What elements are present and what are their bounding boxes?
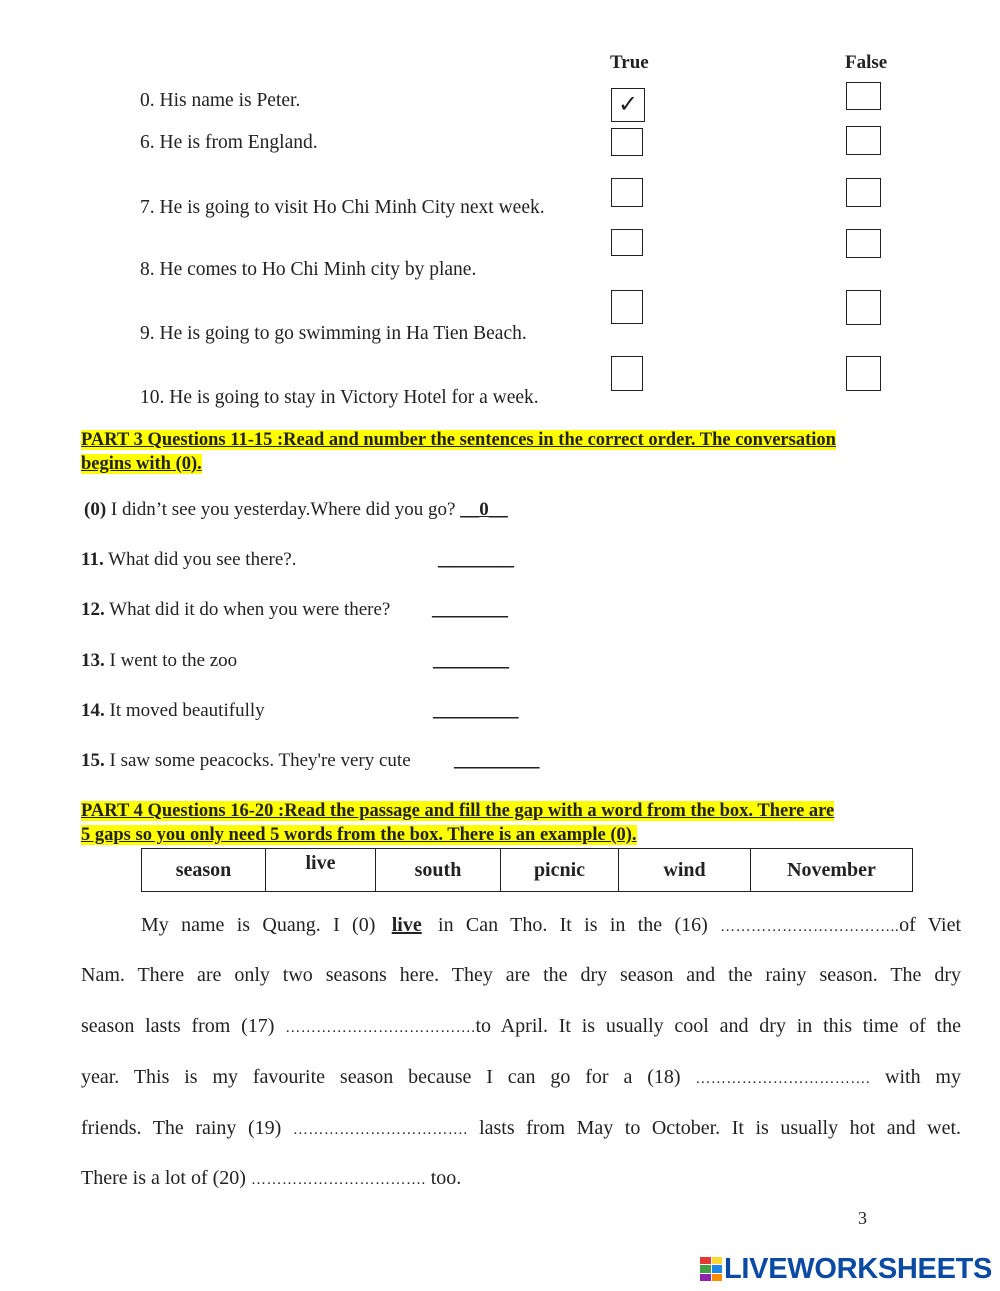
passage-text: with my bbox=[870, 1066, 961, 1088]
statement-7: 7. He is going to visit Ho Chi Minh City next week. bbox=[140, 197, 545, 218]
example-text: I didn’t see you yesterday.Where did you go? bbox=[106, 499, 461, 520]
part4-title bbox=[81, 799, 834, 847]
question-text: What did you see there?. bbox=[103, 549, 297, 570]
question-13 bbox=[81, 650, 237, 672]
question-text: What did it do when you were there? bbox=[104, 599, 391, 620]
word-box-cell: November bbox=[751, 849, 913, 892]
passage-text: My name is Quang. I (0) bbox=[141, 914, 388, 936]
answer-blank-14[interactable]: _________ bbox=[433, 700, 519, 721]
question-14 bbox=[81, 700, 265, 722]
passage-text: year. This is my favourite season because I can go for a (18) bbox=[81, 1066, 696, 1088]
part4-title-line2: 5 gaps so you only need 5 words from the box. There is an example (0). bbox=[81, 825, 637, 845]
false-checkbox-9[interactable] bbox=[846, 290, 881, 325]
question-text: I saw some peacocks. They're very cute bbox=[104, 750, 411, 771]
question-num: 15. bbox=[81, 750, 105, 771]
passage-text: in Can Tho. It is in the (16) bbox=[425, 914, 721, 936]
false-checkbox-7[interactable] bbox=[846, 178, 881, 207]
gap-19[interactable]: ……………………………. bbox=[292, 1122, 468, 1138]
passage-text: too. bbox=[425, 1167, 462, 1189]
true-checkbox-6[interactable] bbox=[611, 128, 643, 156]
true-header: True bbox=[610, 52, 649, 73]
true-checkbox-9[interactable] bbox=[611, 290, 643, 324]
statement-6: 6. He is from England. bbox=[140, 132, 318, 153]
statement-8: 8. He comes to Ho Chi Minh city by plane. bbox=[140, 259, 477, 280]
question-text: It moved beautifully bbox=[104, 700, 265, 721]
logo-text: LIVEWORKSHEETS bbox=[724, 1252, 993, 1285]
question-12 bbox=[81, 599, 390, 621]
example-answer: __0__ bbox=[460, 499, 508, 520]
passage-line-6 bbox=[81, 1167, 961, 1190]
true-checkbox-8[interactable] bbox=[611, 229, 643, 256]
gap-20[interactable]: ……………………………. bbox=[250, 1172, 426, 1188]
answer-blank-12[interactable]: ________ bbox=[432, 599, 508, 620]
word-box-cell: south bbox=[376, 849, 501, 892]
part4-title-line1: PART 4 Questions 16-20 :Read the passage and fill the gap with a word from the box. There are bbox=[81, 801, 835, 821]
question-text: I went to the zoo bbox=[104, 650, 238, 671]
word-box-cell: wind bbox=[619, 849, 751, 892]
question-15 bbox=[81, 750, 411, 772]
answer-blank-11[interactable]: ________ bbox=[438, 549, 514, 570]
part3-title-line1: PART 3 Questions 11-15 :Read and number the sentences in the correct order. The conversation bbox=[81, 430, 836, 450]
word-box bbox=[141, 848, 913, 892]
page-number: 3 bbox=[858, 1208, 867, 1228]
true-checkbox-0[interactable] bbox=[611, 88, 645, 122]
liveworksheets-logo bbox=[700, 1253, 992, 1285]
statement-0: 0. His name is Peter. bbox=[140, 90, 301, 111]
question-num: 14. bbox=[81, 700, 105, 721]
question-num: 11. bbox=[81, 549, 104, 570]
passage-text: season lasts from (17) bbox=[81, 1015, 286, 1037]
passage-line-4 bbox=[81, 1066, 961, 1089]
word-box-cell: season bbox=[142, 849, 266, 892]
passage-text: lasts from May to October. It is usually hot and wet. bbox=[467, 1117, 961, 1139]
false-checkbox-0[interactable] bbox=[846, 82, 881, 110]
logo-blocks-icon bbox=[700, 1257, 722, 1281]
example-answer-live: live bbox=[391, 914, 422, 936]
part3-title-line2: begins with (0). bbox=[81, 454, 202, 474]
answer-blank-15[interactable]: _________ bbox=[454, 750, 540, 771]
passage-line-1 bbox=[141, 914, 961, 937]
passage-line-3 bbox=[81, 1015, 961, 1038]
part3-title bbox=[81, 428, 836, 476]
checkmark-icon: ✓ bbox=[618, 90, 639, 118]
example-num: (0) bbox=[84, 499, 107, 520]
word-box-cell: live bbox=[266, 849, 376, 892]
gap-18[interactable]: ……………………………. bbox=[695, 1071, 871, 1087]
word-box-cell: picnic bbox=[501, 849, 619, 892]
passage-line-2: Nam. There are only two seasons here. They are the dry season and the rainy season. The dry bbox=[81, 964, 961, 986]
true-checkbox-7[interactable] bbox=[611, 178, 643, 207]
true-checkbox-10[interactable] bbox=[611, 356, 643, 391]
passage-line-5 bbox=[81, 1117, 961, 1140]
false-checkbox-6[interactable] bbox=[846, 126, 881, 155]
false-header: False bbox=[845, 52, 888, 73]
gap-16[interactable]: …………………………….. bbox=[720, 919, 900, 935]
passage-text: of Viet bbox=[899, 914, 962, 936]
passage-text: to April. It is usually cool and dry in this time of the bbox=[475, 1015, 961, 1037]
gap-17[interactable]: ………………………………. bbox=[285, 1020, 476, 1036]
statement-9: 9. He is going to go swimming in Ha Tien Beach. bbox=[140, 323, 527, 344]
passage-text: There is a lot of (20) bbox=[81, 1167, 251, 1189]
question-11 bbox=[81, 549, 296, 571]
answer-blank-13[interactable]: ________ bbox=[433, 650, 509, 671]
question-num: 12. bbox=[81, 599, 105, 620]
false-checkbox-10[interactable] bbox=[846, 356, 881, 391]
passage-text: friends. The rainy (19) bbox=[81, 1117, 293, 1139]
question-num: 13. bbox=[81, 650, 105, 671]
statement-10: 10. He is going to stay in Victory Hotel for a week. bbox=[140, 387, 539, 408]
example-question bbox=[84, 499, 508, 521]
false-checkbox-8[interactable] bbox=[846, 229, 881, 258]
